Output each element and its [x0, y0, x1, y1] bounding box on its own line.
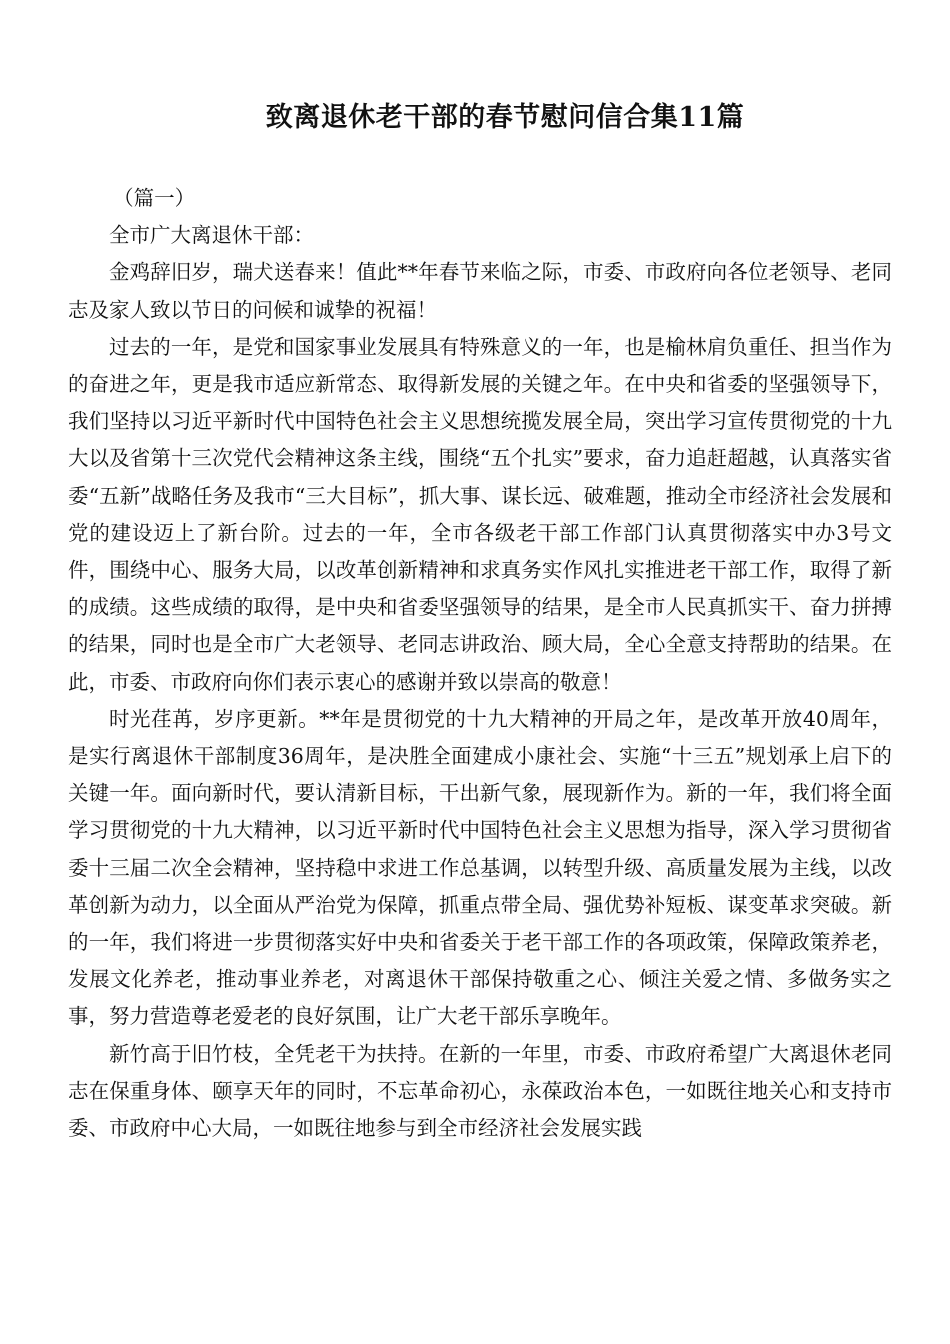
paragraph-1: 金鸡辞旧岁，瑞犬送春来！值此**年春节来临之际，市委、市政府向各位老领导、老同志及家人致以节日的问候和诚挚的祝福！ — [68, 260, 892, 322]
paragraph-3: 时光荏苒，岁序更新。**年是贯彻党的十九大精神的开局之年，是改革开放40周年，是实行离退休干部制度36周年，是决胜全面建成小康社会、实施“十三五”规划承上启下的关键一年。面向新时代，要认清新目标，干出新气象，展现新作为。新的一年，我们将全面学习贯彻党的十九大精神，以习近平新时代中国特色社会主义思想为指导，深入学习贯彻省委十三届二次全会精神，坚持稳中求进工作总基调，以转型升级、高质量发展为主线，以改革创新为动力，以全面从严治党为保障，抓重点带全局、强优势补短板、谋变革求突破。新的一年，我们将进一步贯彻落实好中央和省委关于老干部工作的各项政策，保障政策养老，发展文化养老，推动事业养老，对离退休干部保持敬重之心、倾注关爱之情、多做务实之事，努力营造尊老爱老的良好氛围，让广大老干部乐享晚年。 — [68, 706, 892, 1029]
section-heading: （篇一） — [113, 186, 196, 210]
document-body — [68, 180, 892, 1147]
salutation: 全市广大离退休干部： — [109, 223, 314, 248]
document-title: 致离退休老干部的春节慰问信合集11篇 — [265, 102, 745, 133]
paragraph-4: 新竹高于旧竹枝，全凭老干为扶持。在新的一年里，市委、市政府希望广大离退休老同志在保重身体、颐享天年的同时，不忘革命初心，永葆政治本色，一如既往地关心和支持市委、市政府中心大局，一如既往地参与到全市经济社会发展实践 — [68, 1041, 892, 1141]
paragraph-2: 过去的一年，是党和国家事业发展具有特殊意义的一年，也是榆林肩负重任、担当作为的奋进之年，更是我市适应新常态、取得新发展的关键之年。在中央和省委的坚强领导下，我们坚持以习近平新时代中国特色社会主义思想统揽发展全局，突出学习宣传贯彻党的十九大以及省第十三次党代会精神这条主线，围绕“五个扎实”要求，奋力追赶超越，认真落实省委“五新”战略任务及我市“三大目标”，抓大事、谋长远、破难题，推动全市经济社会发展和党的建设迈上了新台阶。过去的一年，全市各级老干部工作部门认真贯彻落实中办3号文件，围绕中心、服务大局，以改革创新精神和求真务实作风扎实推进老干部工作，取得了新的成绩。这些成绩的取得，是中央和省委坚强领导的结果，是全市人民真抓实干、奋力拼搏的结果，同时也是全市广大老领导、老同志讲政治、顾大局，全心全意支持帮助的结果。在此，市委、市政府向你们表示衷心的感谢并致以崇高的敬意！ — [68, 334, 892, 694]
